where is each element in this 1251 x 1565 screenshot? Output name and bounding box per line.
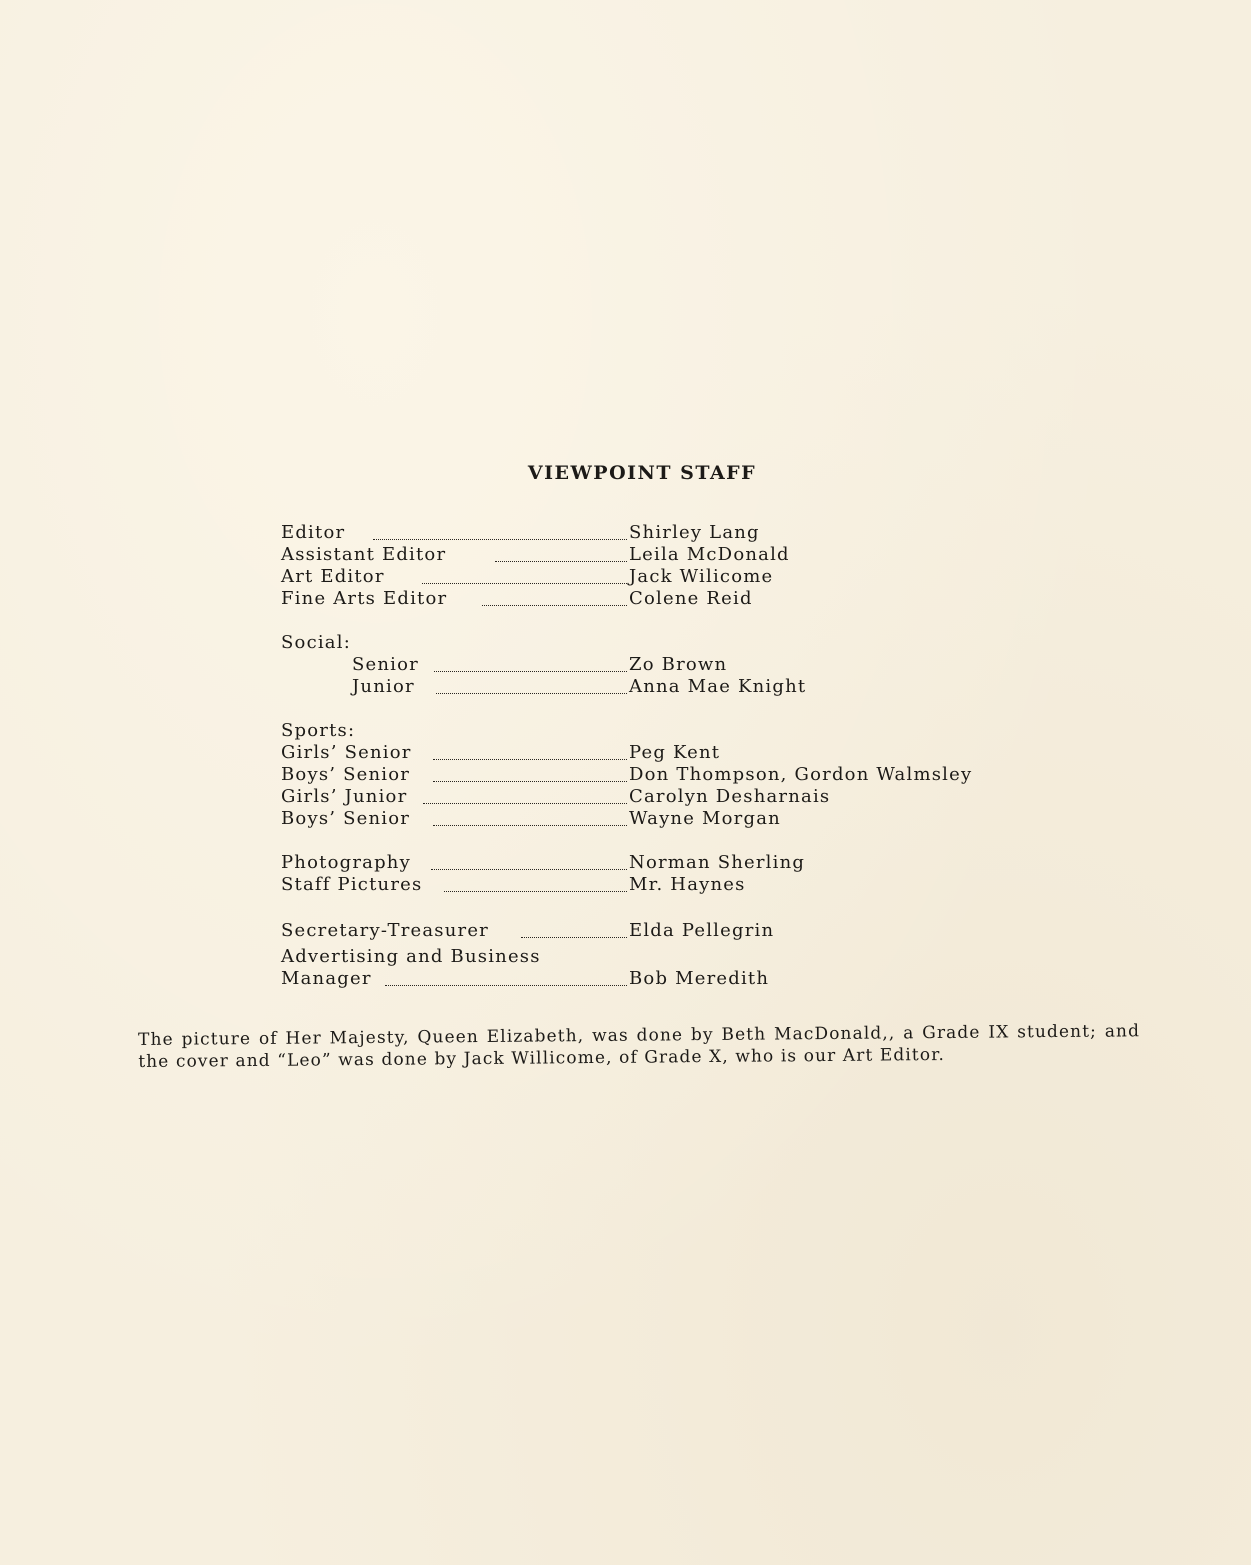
staff-name: Bob Meredith: [629, 968, 770, 989]
dot-leader: [482, 605, 627, 606]
staff-name: Leila McDonald: [629, 544, 790, 565]
staff-name: Mr. Haynes: [629, 874, 746, 895]
role-label: Senior: [352, 654, 419, 675]
staff-name: Peg Kent: [629, 742, 721, 763]
staff-row-boys-senior: [281, 764, 1061, 786]
dot-leader: [433, 759, 627, 760]
role-label: Boys’ Senior: [281, 764, 411, 785]
staff-row-art-editor: [281, 566, 1061, 588]
staff-row-photography: [281, 852, 1061, 874]
staff-row-social-senior: [281, 654, 1061, 676]
dot-leader: [433, 825, 627, 826]
dot-leader: [444, 891, 627, 892]
dot-leader: [433, 781, 627, 782]
role-label: Fine Arts Editor: [281, 588, 448, 609]
staff-row-girls-senior: [281, 742, 1061, 764]
staff-name: Norman Sherling: [629, 852, 806, 873]
dot-leader: [422, 583, 627, 584]
dot-leader: [373, 539, 627, 540]
spacer: [281, 610, 1061, 632]
staff-row-assistant-editor: [281, 544, 1061, 566]
role-label: Editor: [281, 522, 346, 543]
dot-leader: [495, 561, 627, 562]
staff-row-girls-junior: [281, 786, 1061, 808]
role-label: Junior: [352, 676, 415, 697]
role-label: Girls’ Senior: [281, 742, 412, 763]
page-title: VIEWPOINT STAFF: [527, 462, 757, 484]
credits-note: The picture of Her Majesty, Queen Elizabeth, was done by Beth MacDonald,, a Grade IX student; and the cover and “Leo” was done by Jack Willicome, of Grade X, who is our Art Editor.: [138, 1021, 1141, 1072]
section-heading-social: Social:: [281, 632, 351, 653]
role-label: Secretary-Treasurer: [281, 920, 489, 941]
staff-name: Anna Mae Knight: [629, 676, 807, 697]
staff-name: Carolyn Desharnais: [629, 786, 831, 807]
role-label: Advertising and Business: [281, 946, 541, 967]
staff-row-advertising-line1: [281, 946, 1061, 968]
staff-row-secretary-treasurer: [281, 920, 1061, 942]
dot-leader: [385, 985, 627, 986]
staff-name: Shirley Lang: [629, 522, 760, 543]
staff-row-boys-junior: [281, 808, 1061, 830]
dot-leader: [434, 671, 627, 672]
dot-leader: [436, 693, 627, 694]
staff-name: Elda Pellegrin: [629, 920, 775, 941]
staff-row-editor: [281, 522, 1061, 544]
role-label: Boys’ Senior: [281, 808, 411, 829]
staff-list: [281, 522, 1061, 990]
staff-row-social-junior: [281, 676, 1061, 698]
role-label: Girls’ Junior: [281, 786, 408, 807]
role-label: Manager: [281, 968, 372, 989]
dot-leader: [431, 869, 627, 870]
role-label: Art Editor: [281, 566, 385, 587]
spacer: [281, 896, 1061, 920]
staff-name: Jack Wilicome: [629, 566, 774, 587]
role-label: Photography: [281, 852, 411, 873]
staff-name: Colene Reid: [629, 588, 753, 609]
staff-row-fine-arts-editor: [281, 588, 1061, 610]
spacer: [281, 830, 1061, 852]
spacer: [281, 698, 1061, 720]
staff-name: Don Thompson, Gordon Walmsley: [629, 764, 973, 785]
dot-leader: [423, 803, 627, 804]
role-label: Staff Pictures: [281, 874, 423, 895]
staff-name: Wayne Morgan: [629, 808, 781, 829]
role-label: Assistant Editor: [281, 544, 447, 565]
section-heading-sports: Sports:: [281, 720, 356, 741]
dot-leader: [521, 937, 627, 938]
staff-row-advertising-line2: [281, 968, 1061, 990]
staff-row-staff-pictures: [281, 874, 1061, 896]
staff-name: Zo Brown: [629, 654, 728, 675]
